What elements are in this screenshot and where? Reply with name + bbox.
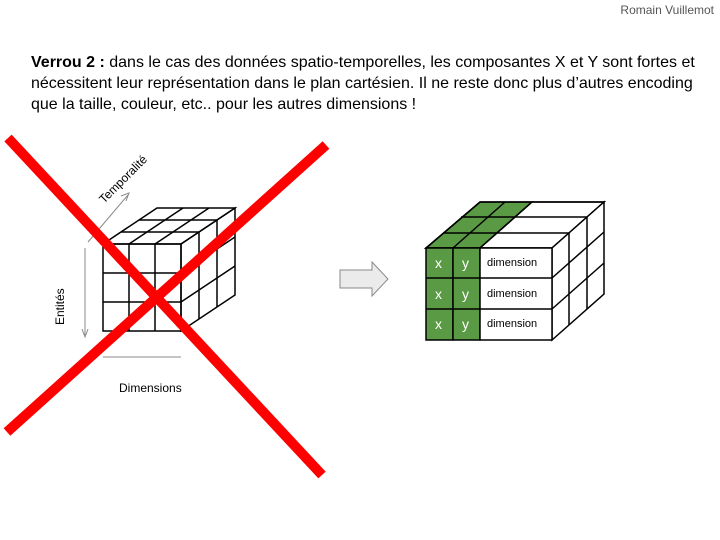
cell-dimension-label: dimension: [487, 288, 538, 300]
cell-x-label: x: [435, 255, 442, 271]
cell-y-label: y: [462, 316, 469, 332]
axis-label-dimensions: Dimensions: [119, 381, 182, 395]
cell-y-label: y: [462, 255, 469, 271]
cell-dimension-label: dimension: [487, 257, 538, 269]
axis-label-temporalite: Temporalité: [96, 152, 150, 207]
cell-x-label: x: [435, 316, 442, 332]
cell-y-label: y: [462, 286, 469, 302]
cell-dimension-label: dimension: [487, 318, 538, 330]
right-arrow-icon: [340, 262, 388, 296]
heading-bold: Verrou 2 :: [31, 54, 105, 71]
author-name: Romain Vuillemot: [620, 3, 714, 17]
heading-text: dans le cas des données spatio-temporelles, les composantes X et Y sont fortes et nécessitent leur représentation dans le plan cartésien. Il ne reste donc plus d’autres encoding que la taille, couleur, etc.. pour les autres dimensions !: [31, 54, 695, 113]
axis-label-entites: Entités: [53, 288, 67, 325]
cell-x-label: x: [435, 286, 442, 302]
